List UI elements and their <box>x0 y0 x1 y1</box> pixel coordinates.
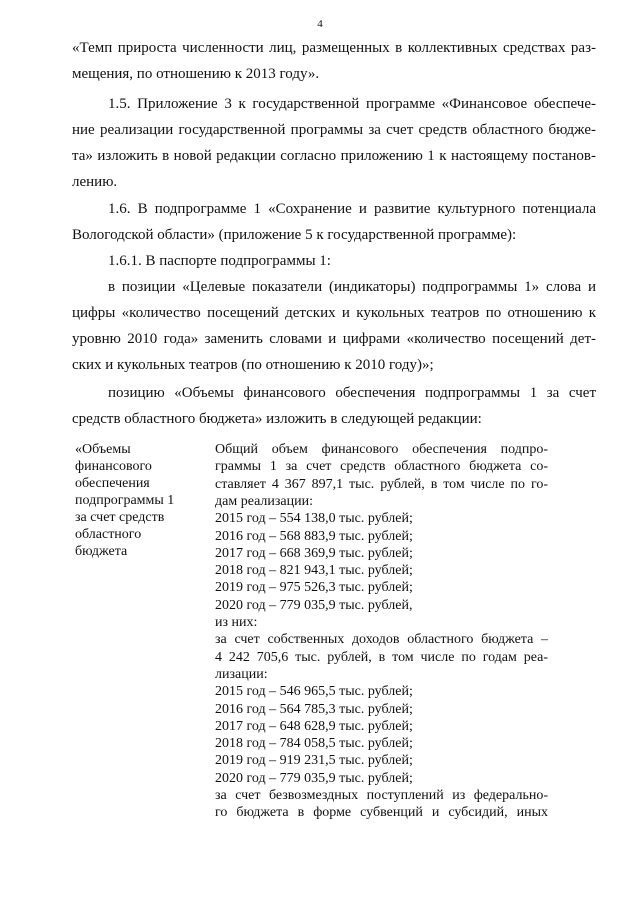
table-right-line: ставляет 4 367 897,1 тыс. рублей, в том числе по го- <box>215 476 548 492</box>
table-right-line: дам реализации: <box>215 493 314 509</box>
table-left-line: «Объемы <box>75 442 131 457</box>
table-right-line: 2018 год – 821 943,1 тыс. рублей; <box>215 563 413 579</box>
paragraph-line: цифры «количество посещений детских и кукольных театров по отношению к <box>72 305 596 321</box>
table-left-line: обеспечения <box>75 476 150 491</box>
paragraph-line: уровню 2010 года» заменить словами и цифрами «количество посещений дет- <box>72 331 596 347</box>
table-right-line: за счет собственных доходов областного бюджета – <box>215 632 548 648</box>
table-left-line: областного <box>75 527 142 542</box>
paragraph-line: мещения, по отношению к 2013 году». <box>72 66 320 82</box>
table-right-line: граммы 1 за счет средств областного бюджета со- <box>215 459 548 475</box>
table-right-line: 2017 год – 668 369,9 тыс. рублей; <box>215 545 413 561</box>
table-right-line: го бюджета в форме субвенций и субсидий, иных <box>215 805 548 821</box>
paragraph-line: «Темп прироста численности лиц, размещенных в коллективных средствах раз- <box>72 40 596 56</box>
paragraph-line: та» изложить в новой редакции согласно приложению 1 к настоящему постанов- <box>72 148 596 164</box>
paragraph-line: 1.5. Приложение 3 к государственной программе «Финансовое обеспече- <box>108 96 596 112</box>
table-right-line: Общий объем финансового обеспечения подпро- <box>215 442 548 457</box>
table-right-line: 2015 год – 546 965,5 тыс. рублей; <box>215 684 413 700</box>
table-right-line: 2020 год – 779 035,9 тыс. рублей; <box>215 770 413 786</box>
page-number: 4 <box>317 18 323 30</box>
paragraph-line: 1.6. В подпрограмме 1 «Сохранение и развитие культурного потенциала <box>108 201 596 217</box>
table-right-line: 2016 год – 568 883,9 тыс. рублей; <box>215 528 413 544</box>
table-right-line: 2017 год – 648 628,9 тыс. рублей; <box>215 718 413 734</box>
table-left-line: за счет средств <box>75 510 165 525</box>
table-right-line: из них: <box>215 615 258 630</box>
table-left-line: финансового <box>75 459 152 474</box>
paragraph-line: в позиции «Целевые показатели (индикаторы) подпрограммы 1» слова и <box>108 279 596 295</box>
table-right-line: 2016 год – 564 785,3 тыс. рублей; <box>215 701 413 717</box>
table-right-line: 2015 год – 554 138,0 тыс. рублей; <box>215 511 413 527</box>
table-right-line: 2019 год – 975 526,3 тыс. рублей; <box>215 580 413 596</box>
paragraph-line: ние реализации государственной программы за счет средств областного бюдже- <box>72 122 596 138</box>
paragraph-line: Вологодской области» (приложение 5 к государственной программе): <box>72 227 517 243</box>
table-right-line: 2020 год – 779 035,9 тыс. рублей, <box>215 597 413 613</box>
table-right-line: 4 242 705,6 тыс. рублей, в том числе по годам реа- <box>215 649 548 665</box>
paragraph-line: 1.6.1. В паспорте подпрограммы 1: <box>108 253 331 269</box>
paragraph-line: лению. <box>72 174 118 190</box>
table-right-line: за счет безвозмездных поступлений из федерально- <box>215 788 548 803</box>
table-right-line: 2019 год – 919 231,5 тыс. рублей; <box>215 753 413 769</box>
table-right-line: 2018 год – 784 058,5 тыс. рублей; <box>215 736 413 752</box>
table-left-line: бюджета <box>75 544 128 559</box>
table-left-line: подпрограммы 1 <box>75 493 175 508</box>
paragraph-line: средств областного бюджета» изложить в следующей редакции: <box>72 411 482 427</box>
table-right-line: лизации: <box>215 666 268 682</box>
paragraph-line: ских и кукольных театров (по отношению к 2010 году)»; <box>72 357 434 373</box>
paragraph-line: позицию «Объемы финансового обеспечения подпрограммы 1 за счет <box>108 385 596 401</box>
